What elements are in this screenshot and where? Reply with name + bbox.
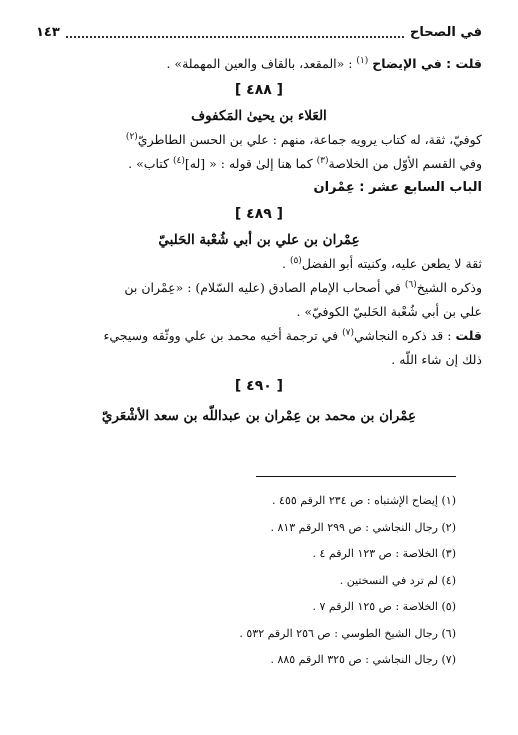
text-line-4-c: كتاب» . (128, 156, 170, 171)
text-line-8 (36, 276, 482, 300)
footnote-ref-2: (٢) (125, 131, 138, 142)
text-line-3-content: كوفيّ، ثقة، له كتاب يرويه جماعة، منهم : علي بن الحسن الطاطريّ (137, 132, 482, 147)
header-dot-leader (66, 27, 404, 38)
text-line-8-b: في أصحاب الإمام الصادق (عليه السّلام) : «عِمْران بن (124, 280, 401, 295)
footnote-ref-4: (٤) (173, 155, 185, 166)
footnote-ref-3: (٣) (316, 155, 329, 166)
text-line-4-b: كما هنا إلىٰ قوله : « [له] (184, 156, 313, 171)
text-line-7-content: ثقة لا يطعن عليه، وكنيته أبو الفضل (301, 256, 482, 271)
footnote-item: (٦) رجال الشيخ الطوسي : ص ٢٥٦ الرقم ٥٣٢ . (239, 626, 456, 640)
footnote-ref-5: (٥) (289, 255, 302, 266)
text-line-4-a: وفي القسم الأوّل من الخلاصة (328, 156, 482, 171)
text-line-8-a: وذكره الشيخ (416, 280, 482, 295)
text-line-3 (36, 128, 482, 152)
entry-name-488: العَلاء بن يحيىٰ المَكفوف (191, 108, 327, 124)
text-line-9: علي بن أبي شُعْبة الحَلبيّ الكوفيّ» . (296, 304, 482, 319)
entry-number-489: [ ٤٨٩ ] (234, 206, 284, 222)
footnote-item: (٥) الخلاصة : ص ١٢٥ الرقم ٧ . (312, 600, 456, 613)
entry-name-489: عِمْران بن علي بن أبي شُعْبة الحَلبيّ (158, 232, 360, 248)
footnote-ref-7: (٧) (342, 327, 355, 338)
qult-label: قلت : في الإيضاح (372, 56, 482, 71)
footnote-ref-1: (١) (356, 55, 369, 66)
text-line-4 (36, 152, 482, 176)
qult-label-2: قلت (455, 328, 482, 343)
text-line-10-c: في ترجمة أخيه محمد بن علي ووثّقه وسيجيء (103, 328, 339, 343)
main-text (36, 52, 482, 428)
text-line-1 (36, 52, 482, 76)
text-line-7-end: . (281, 256, 286, 271)
footnote-item: (٣) الخلاصة : ص ١٢٣ الرقم ٤ . (312, 547, 456, 560)
text-line-10-b: : قد ذكره النجاشي (354, 328, 452, 343)
text-line-10 (36, 324, 482, 348)
text-line-1-rest: : «المقعد، بالقاف والعين المهملة» . (166, 56, 353, 71)
page-number: ١٤٣ (36, 24, 60, 40)
footnotes (40, 488, 456, 674)
footnote-separator (256, 476, 456, 477)
footnote-item: (١) إيضاح الإشتباه : ص ٢٣٤ الرقم ٤٥٥ . (272, 494, 456, 507)
text-line-11: ذلك إن شاء اللّه . (391, 352, 482, 367)
running-header (36, 22, 482, 42)
footnote-item: (٤) لم ترد في النسختين . (339, 573, 456, 587)
chapter-heading: الباب السابع عشر : عِمْران (313, 180, 482, 195)
entry-number-488: [ ٤٨٨ ] (234, 82, 284, 98)
footnote-ref-6: (٦) (404, 279, 417, 290)
entry-number-490: [ ٤٩٠ ] (234, 378, 284, 394)
entry-name-490: عِمْران بن محمد بن عِمْران بن عبداللّه بن سعد الأشْعَريّ (101, 408, 417, 424)
header-title: في الصحاح (410, 24, 482, 40)
footnote-item: (٢) رجال النجاشي : ص ٢٩٩ الرقم ٨١٣ . (270, 520, 456, 534)
footnote-item: (٧) رجال النجاشي : ص ٣٢٥ الرقم ٨٨٥ . (270, 653, 456, 666)
text-line-7 (36, 252, 482, 276)
